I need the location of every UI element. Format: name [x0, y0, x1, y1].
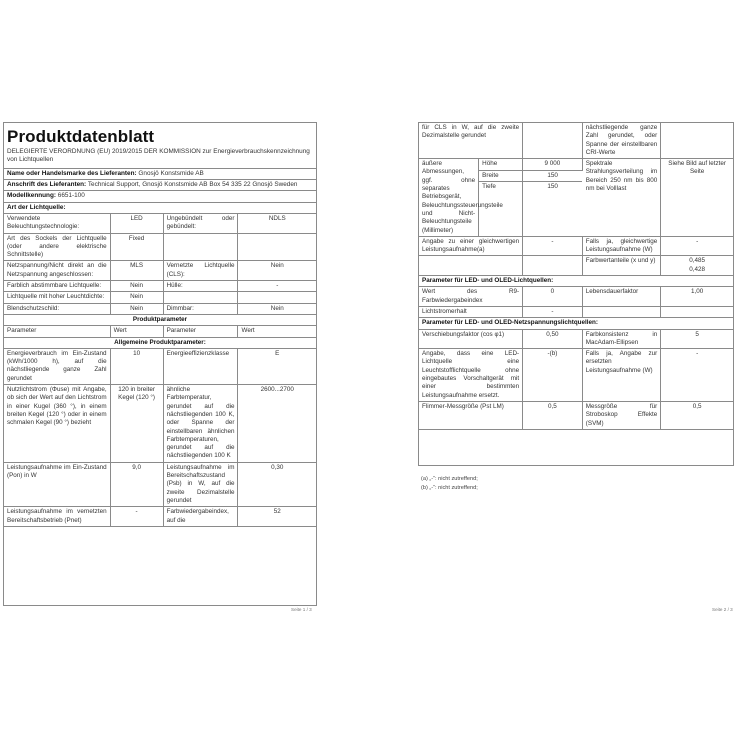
param-label-cell: Vernetzte Lichtquelle (CLS):	[163, 261, 238, 281]
param-value-cell: -(b)	[523, 349, 583, 402]
dim-depth-value: 150	[523, 181, 583, 236]
model-id: 6651-100	[57, 192, 85, 200]
supplier-name-label: Name oder Handelsmarke des Lieferanten:	[7, 169, 137, 177]
param-value-cell: Nein	[110, 281, 163, 292]
spectral-label: Spektrale Strahlungsverteilung im Bereich 250 nm bis 800 nm bei Volllast	[582, 159, 661, 237]
param-value-cell: Nein	[238, 303, 316, 314]
param-value-cell: Nein	[238, 261, 316, 281]
param-label-cell: ähnliche Farbtemperatur, gerundet auf die nächstliegenden 100 K, oder Spanne der einstellbaren ähnlichen Farbtemperaturen, gerundet auf die nächstliegenden 100 K	[163, 385, 238, 463]
param-label-cell: Angabe, dass eine LED-Lichtquelle eine Leuchtstofflichtquelle ohne eingebautes Vorschaltgerät mit einer bestimmten Leistungsaufnahme ersetzt.	[419, 349, 523, 402]
param-value-cell	[238, 233, 316, 261]
param-value-cell: 1,00	[661, 287, 733, 307]
param-label-cell: Farblich abstimmbare Lichtquelle:	[4, 281, 110, 292]
cont-value-1	[523, 123, 583, 159]
col-header-value: Wert	[110, 326, 163, 337]
param-value-cell: -	[523, 237, 583, 256]
param-value-cell: Nein	[110, 292, 163, 303]
param-value-cell: 9,0	[110, 462, 163, 506]
param-label-cell: Leistungsaufnahme im vernetzten Bereitschaftsbetrieb (Pnet)	[4, 507, 110, 527]
param-value-cell: MLS	[110, 261, 163, 281]
light-source-type-label: Art der Lichtquelle:	[7, 203, 66, 211]
param-value-cell: 0,485 0,428	[661, 256, 733, 276]
page-title: Produktdatenblatt	[7, 127, 155, 146]
param-value-cell: Nein	[110, 303, 163, 314]
param-label-cell: Leistungsaufnahme im Ein-Zustand (Pon) in W	[4, 462, 110, 506]
param-label-cell	[163, 292, 238, 303]
param-label-cell: Leistungsaufnahme im Bereitschaftszustand (Psb) in W, auf die zweite Dezimalstelle gerundet	[163, 462, 238, 506]
param-label-cell: Flimmer-Messgröße (Pst LM)	[419, 401, 523, 429]
param-label-cell: Falls ja, Angabe zur ersetzten Leistungsaufnahme (W)	[582, 349, 661, 402]
param-value-cell: Fixed	[110, 233, 163, 261]
param-label-cell: Nutzlichtstrom (Φuse) mit Angabe, ob sich der Wert auf den Lichtstrom in einer Kugel (360 °), in einem breiten Kegel (120 °) oder in einem schmalen Kegel (90 °) bezieht	[4, 385, 110, 463]
table-row	[4, 233, 316, 261]
param-value-cell: 10	[110, 348, 163, 384]
footnote-a: (a) „-“: nicht zutreffend;	[421, 476, 478, 482]
param-label-cell: Lebensdauerfaktor	[582, 287, 661, 307]
param-label-cell: Netzspannung/Nicht direkt an die Netzspannung angeschlossen:	[4, 261, 110, 281]
dim-height-value: 9 000	[523, 159, 583, 170]
general-params-header: Allgemeine Produktparameter:	[4, 337, 316, 348]
param-value-cell	[661, 306, 733, 317]
led-params-header: Parameter für LED- und OLED-Lichtquellen:	[419, 276, 733, 287]
table-row	[4, 303, 316, 314]
table-row	[4, 507, 316, 527]
param-label-cell: Blendschutzschild:	[4, 303, 110, 314]
param-value-cell: 0,5	[661, 401, 733, 429]
param-label-cell: Verschiebungsfaktor (cos φ1)	[419, 329, 523, 349]
page-1	[0, 0, 320, 736]
param-label-cell: Lichtstromerhalt	[419, 306, 523, 317]
table-row	[4, 348, 316, 384]
param-value-cell: -	[238, 281, 316, 292]
param-value-cell: -	[661, 349, 733, 402]
table-row	[419, 287, 733, 307]
page-number: Seite 2 / 3	[712, 607, 733, 612]
dim-width-label: Breite	[479, 170, 523, 181]
param-value-cell: -	[110, 507, 163, 527]
param-label-cell	[582, 306, 661, 317]
table-row	[4, 214, 316, 233]
supplier-address: Technical Support, Gnosjö Konstsmide AB Box 54 335 22 Gnosjö Sweden	[87, 181, 298, 189]
param-value-cell: LED	[110, 214, 163, 233]
param-label-cell: Farbkonsistenz in MacAdam-Ellipsen	[582, 329, 661, 349]
param-label-cell: Wert des R9-Farbwiedergabeindex	[419, 287, 523, 307]
datasheet-frame-1	[3, 122, 317, 606]
param-value-cell: 0,5	[523, 401, 583, 429]
table-row	[4, 281, 316, 292]
table-row	[419, 401, 733, 429]
table-row	[4, 385, 316, 463]
page-number: Seite 1 / 3	[291, 607, 312, 612]
param-value-cell: 0,50	[523, 329, 583, 349]
param-value-cell: 52	[238, 507, 316, 527]
param-value-cell: 0,30	[238, 462, 316, 506]
supplier-name: Gnosjö Konstsmide AB	[138, 169, 204, 177]
col-header-value: Wert	[238, 326, 316, 337]
param-label-cell: Ungebündelt oder gebündelt:	[163, 214, 238, 233]
col-header-parameter: Parameter	[4, 326, 110, 337]
light-source-type-row	[4, 203, 316, 214]
param-label-cell: Hülle:	[163, 281, 238, 292]
param-value-cell: 5	[661, 329, 733, 349]
params-table-2	[419, 237, 733, 430]
cont-value-2	[661, 123, 733, 159]
cont-param-2: nächstliegende ganze Zahl gerundet, oder Spanne der einstellbaren CRI-Werte	[582, 123, 661, 159]
product-params-header: Produktparameter	[4, 315, 316, 326]
spectral-value: Siehe Bild auf letzter Seite	[661, 159, 733, 237]
footnotes	[421, 475, 478, 493]
product-params-table	[4, 315, 316, 527]
param-value-cell: -	[523, 306, 583, 317]
mains-params-header: Parameter für LED- und OLED-Netzspannungslichtquellen:	[419, 318, 733, 329]
param-label-cell: Messgröße für Stroboskop Effekte (SVM)	[582, 401, 661, 429]
table-row	[4, 292, 316, 303]
footnote-b: (b) „-“: nicht zutreffend;	[421, 485, 478, 491]
table-row	[4, 261, 316, 281]
cont-param-1: für CLS in W, auf die zweite Dezimalstelle gerundet	[419, 123, 523, 159]
table-row	[419, 349, 733, 402]
param-label-cell: Lichtquelle mit hoher Leuchtdichte:	[4, 292, 110, 303]
table-row	[4, 462, 316, 506]
param-value-cell: 2600...2700	[238, 385, 316, 463]
param-value-cell: E	[238, 348, 316, 384]
continued-params-table	[419, 123, 733, 237]
supplier-address-label: Anschrift des Lieferanten:	[7, 181, 87, 189]
param-label-cell: Falls ja, gleichwertige Leistungsaufnahme (W)	[582, 237, 661, 256]
param-label-cell: Farbwiedergabeindex, auf die	[163, 507, 238, 527]
param-value-cell: NDLS	[238, 214, 316, 233]
param-value-cell: 0	[523, 287, 583, 307]
param-label-cell	[419, 256, 523, 276]
supplier-address-row	[4, 180, 316, 191]
model-label: Modellkennung:	[7, 192, 56, 200]
col-header-parameter: Parameter	[163, 326, 238, 337]
param-label-cell: Art des Sockels der Lichtquelle (oder andere elektrische Schnittstelle)	[4, 233, 110, 261]
param-value-cell	[238, 292, 316, 303]
table-row	[419, 329, 733, 349]
param-label-cell: Dimmbar:	[163, 303, 238, 314]
light-source-type-table	[4, 214, 316, 315]
model-row	[4, 191, 316, 202]
param-label-cell: Energieeffizienzklasse	[163, 348, 238, 384]
dim-width-value: 150	[523, 170, 583, 181]
param-label-cell: Farbwertanteile (x und y)	[582, 256, 661, 276]
table-row	[419, 237, 733, 256]
regulation-text: DELEGIERTE VERORDNUNG (EU) 2019/2015 DER KOMMISSION zur Energieverbrauchskennzeichnung von Lichtquellen	[4, 148, 316, 169]
page-2	[416, 0, 736, 736]
dimensions-label: äußere Abmessungen, ggf. ohne separates Betriebsgerät, Beleuchtungssteuerungsteile und Nicht-Beleuchtungsteile (Millimeter)	[419, 159, 479, 237]
param-value-cell	[523, 256, 583, 276]
dim-height-label: Höhe	[479, 159, 523, 170]
table-row	[419, 256, 733, 276]
param-value-cell: 120 in breiter Kegel (120 °)	[110, 385, 163, 463]
supplier-name-row	[4, 169, 316, 180]
datasheet-frame-2	[418, 122, 734, 466]
param-label-cell: Energieverbrauch im Ein-Zustand (kWh/1000 h), auf die nächstliegende ganze Zahl gerundet	[4, 348, 110, 384]
param-label-cell: Verwendete Beleuchtungstechnologie:	[4, 214, 110, 233]
table-row	[419, 306, 733, 317]
param-label-cell: Angabe zu einer gleichwertigen Leistungsaufnahme(a)	[419, 237, 523, 256]
dim-depth-label: Tiefe	[479, 181, 523, 236]
param-label-cell	[163, 233, 238, 261]
param-value-cell: -	[661, 237, 733, 256]
